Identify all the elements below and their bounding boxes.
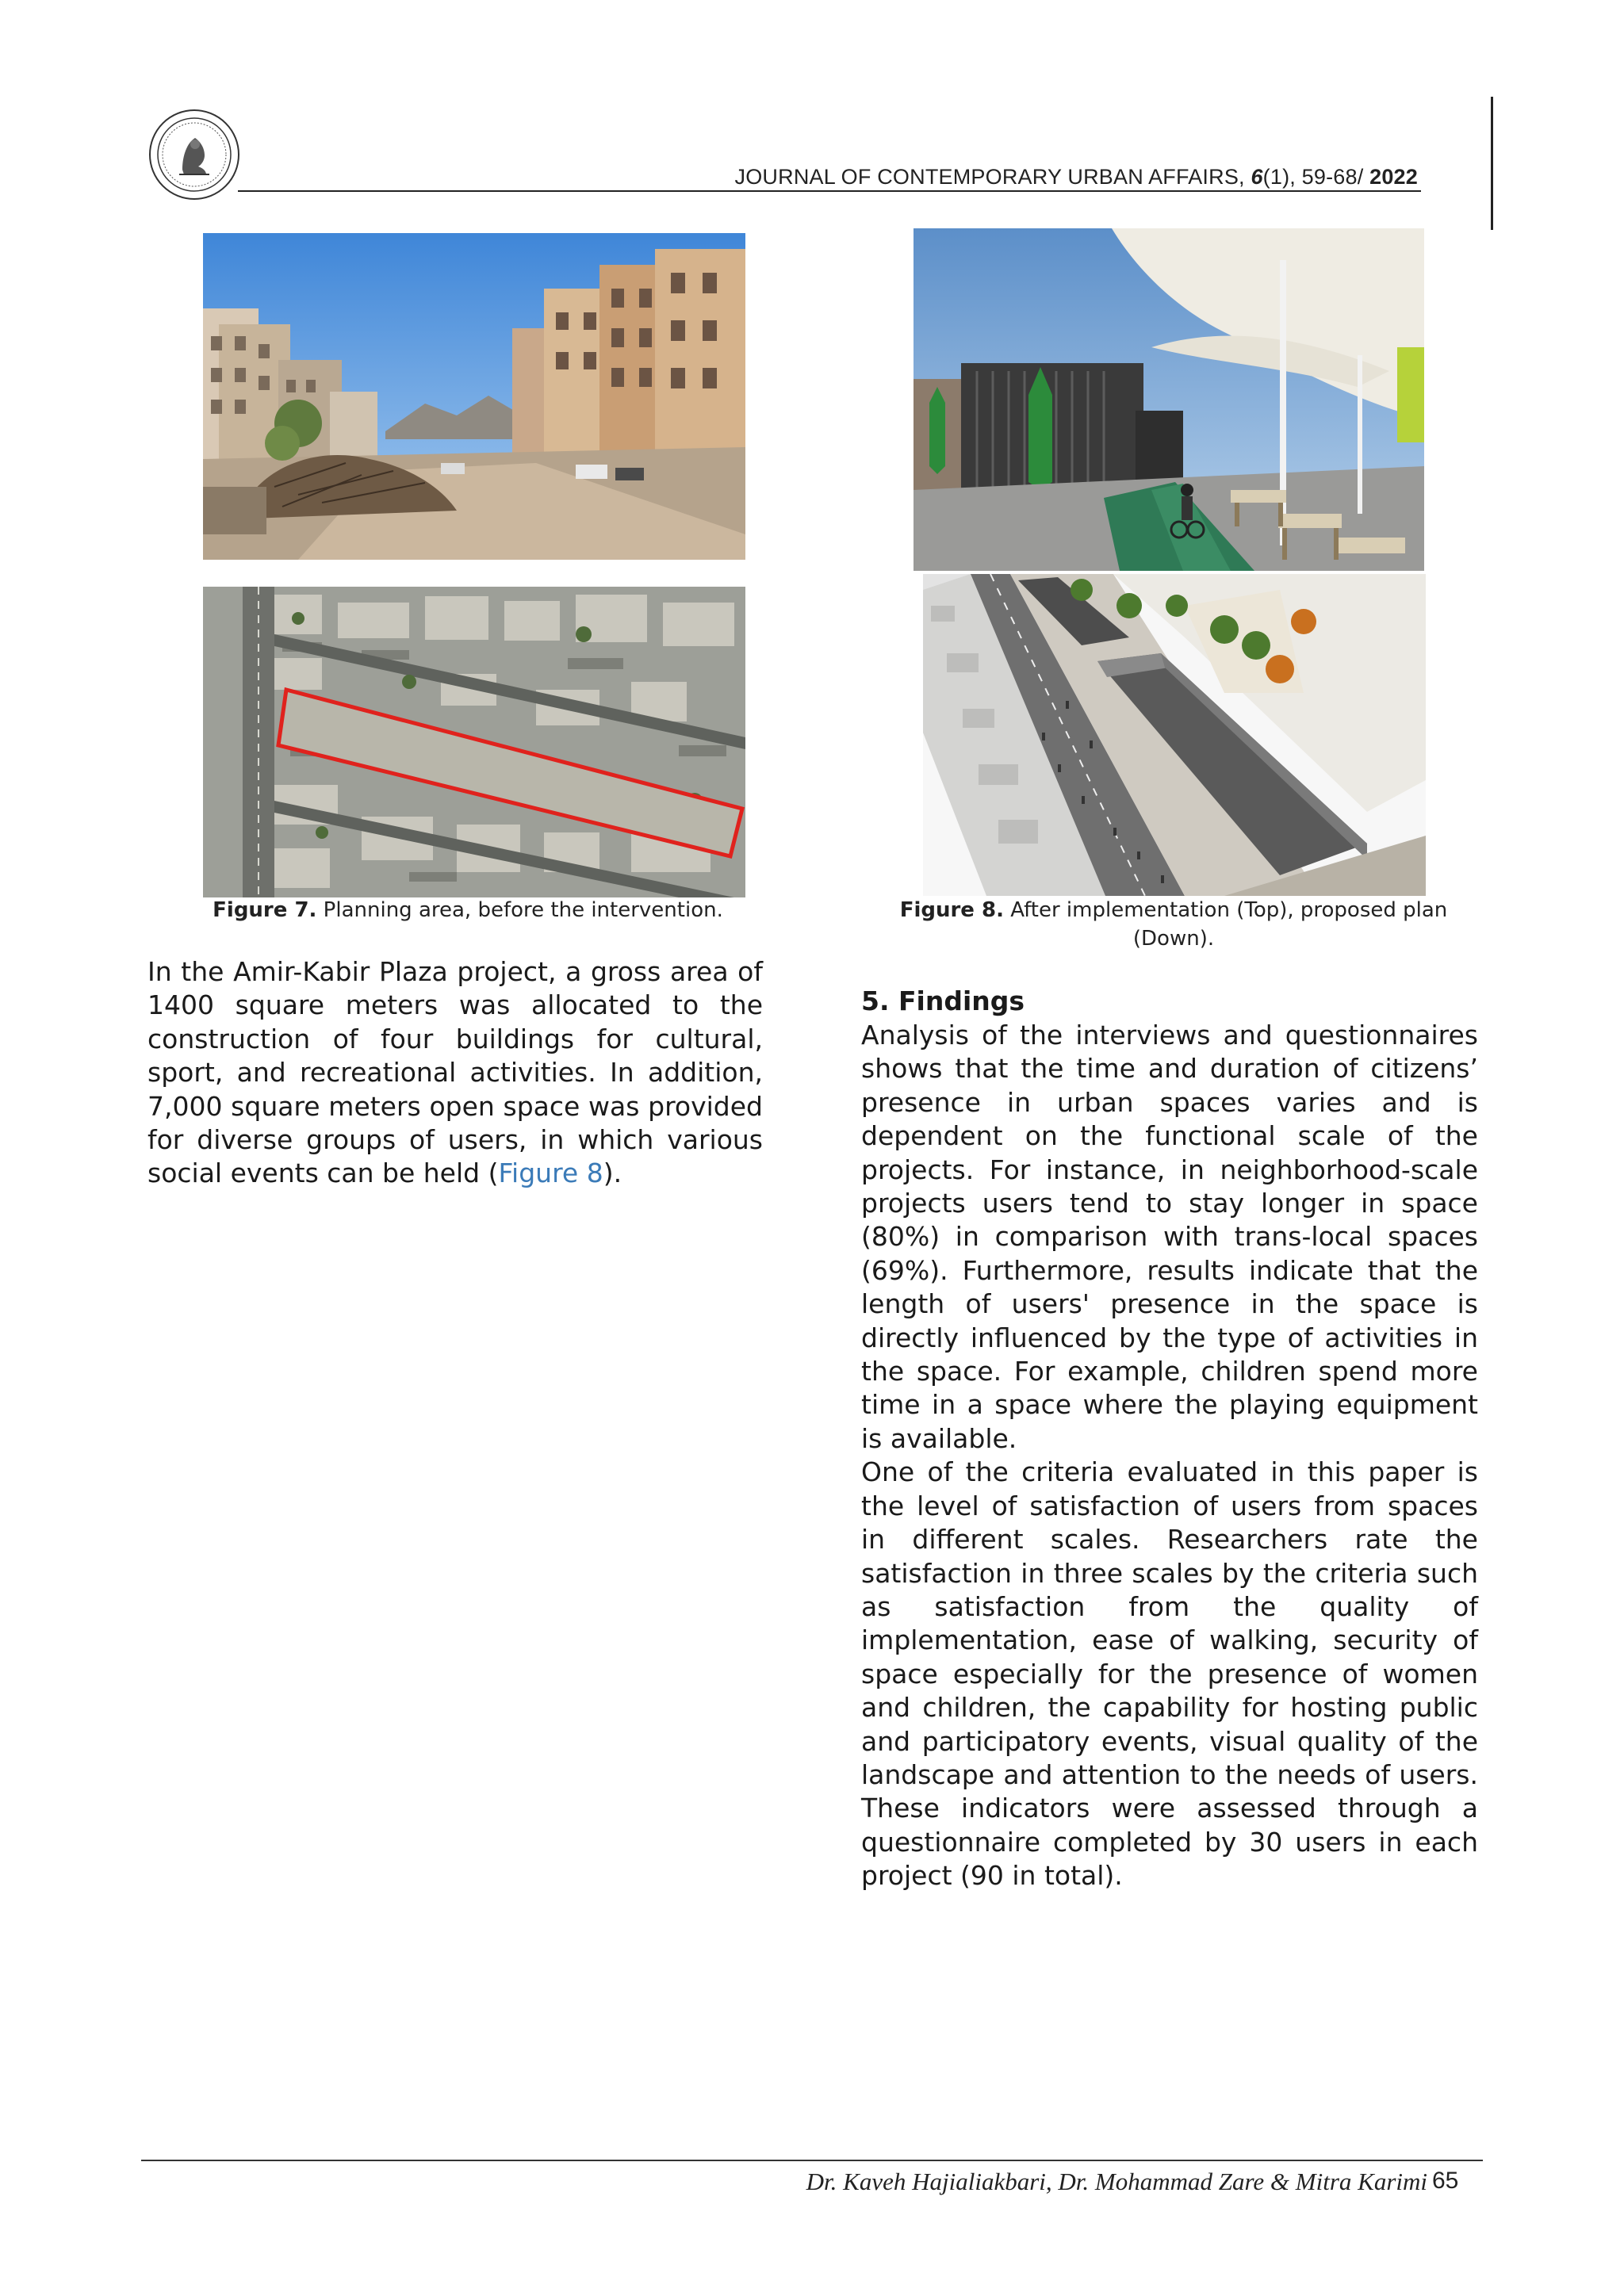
findings-heading: 5. Findings bbox=[861, 985, 1025, 1016]
journal-name: JOURNAL OF CONTEMPORARY URBAN AFFAIRS, bbox=[734, 165, 1251, 189]
figure7-label: Figure 7. bbox=[213, 898, 317, 922]
figure7-street-photo bbox=[203, 233, 745, 560]
street-photo bbox=[203, 233, 745, 560]
right-column-text bbox=[861, 1019, 1478, 1893]
findings-paragraph-2: One of the criteria evaluated in this paper is the level of satisfaction of users from spaces in different scales. Researchers rate the satisfaction in three scales by the criteria such as satisfaction from the quality of implementation, ease of walking, security of space especially for the presence of women and children, the capability for hosting public and participatory events, visual quality of the landscape and attention to the needs of users. These indicators were assessed through a questionnaire completed by 30 users in each project (90 in total). bbox=[861, 1456, 1478, 1892]
journal-issue-pages: (1), 59-68/ bbox=[1262, 165, 1370, 189]
journal-header bbox=[238, 165, 1418, 189]
footer-rule bbox=[141, 2160, 1483, 2161]
figure8-text: After implementation (Top), proposed plan (Down). bbox=[1003, 898, 1448, 951]
aerial-map bbox=[203, 587, 745, 897]
journal-logo bbox=[147, 108, 241, 201]
paragraph-text-before-link: In the Amir-Kabir Plaza project, a gross area of 1400 square meters was allocated to the construction of four buildings for cultural, sport, and recreational activities. In addition, 7,000 square meters open space was provided for diverse groups of users, in which various social events can be held ( bbox=[147, 956, 763, 1189]
page-number: 65 bbox=[1432, 2168, 1459, 2194]
journal-year: 2022 bbox=[1369, 165, 1418, 189]
figure8-label: Figure 8. bbox=[899, 898, 1004, 922]
figure8-link[interactable]: Figure 8 bbox=[498, 1158, 603, 1189]
figure8-caption bbox=[872, 896, 1475, 953]
header-vertical-rule bbox=[1491, 97, 1493, 230]
amir-kabir-paragraph bbox=[147, 955, 763, 1191]
footer-authors: Dr. Kaveh Hajialiakbari, Dr. Mohammad Zare & Mitra Karimi bbox=[806, 2168, 1427, 2195]
left-column-text bbox=[147, 955, 763, 1191]
journal-seal-icon bbox=[147, 108, 241, 201]
figure7-aerial-map bbox=[203, 587, 745, 897]
header-rule bbox=[238, 190, 1421, 192]
figure8-plaza-photo bbox=[914, 228, 1424, 571]
figure8-rendered-plan bbox=[923, 574, 1426, 896]
journal-volume: 6 bbox=[1251, 165, 1263, 189]
paragraph-text-after-link: ). bbox=[603, 1158, 622, 1189]
rendered-plan bbox=[923, 574, 1426, 896]
figure7-text: Planning area, before the intervention. bbox=[316, 898, 723, 922]
figure7-caption bbox=[159, 896, 777, 924]
plaza-photo bbox=[914, 228, 1424, 571]
findings-paragraph-1: Analysis of the interviews and questionnaires shows that the time and duration of citizens’ presence in urban spaces varies and is dependent on the functional scale of the projects. For instance, in neighborhood-scale projects users tend to stay longer in space (80%) in comparison with trans-local spaces (69%). Furthermore, results indicate that the length of users' presence in the space is directly influenced by the type of activities in the space. For example, children spend more time in a space where the playing equipment is available. bbox=[861, 1020, 1478, 1454]
